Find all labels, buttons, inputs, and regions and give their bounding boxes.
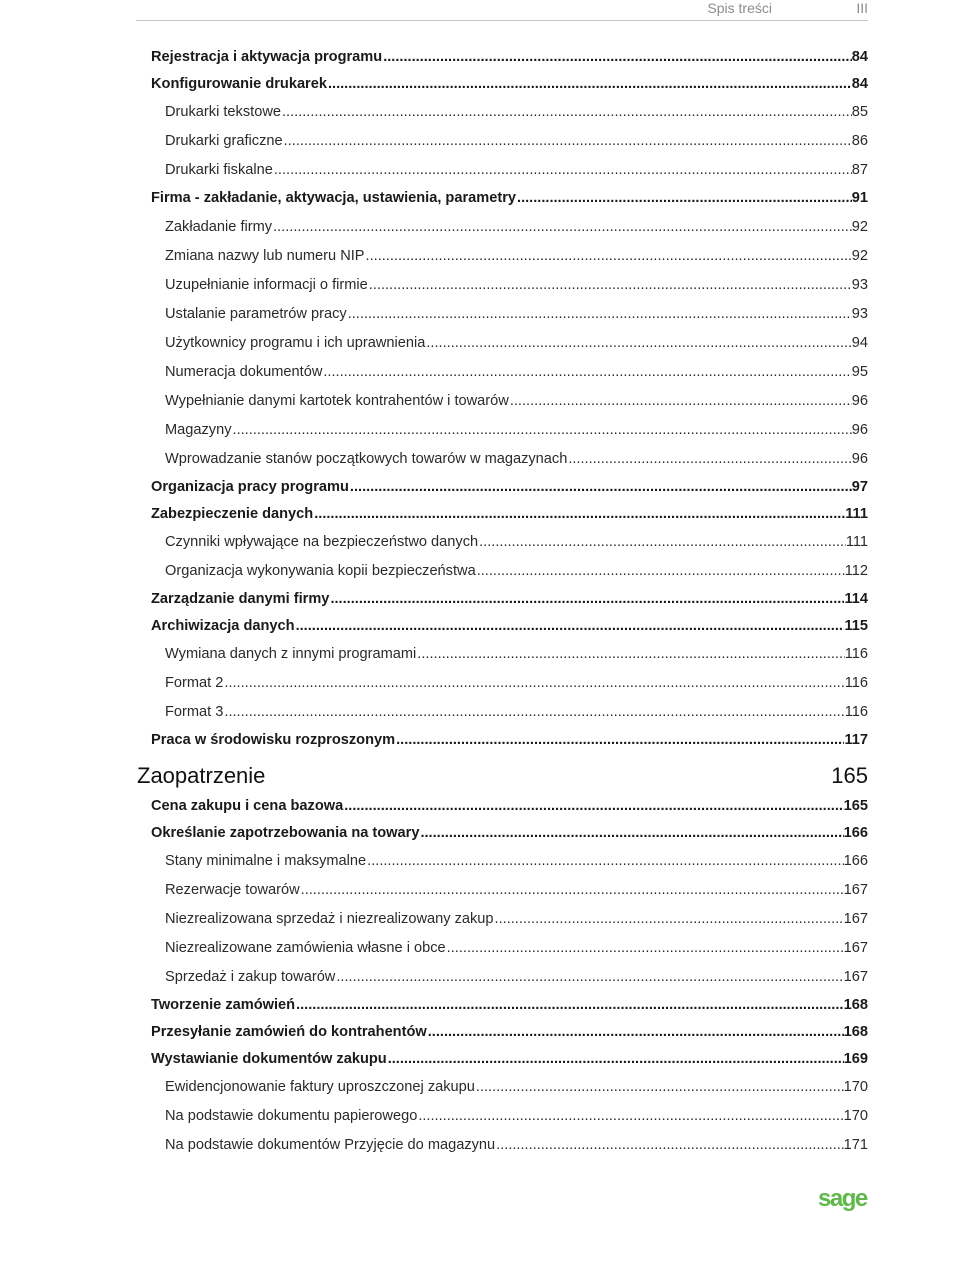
toc-entry-label: Wypełnianie danymi kartotek kontrahentów i towarów: [165, 392, 509, 409]
toc-entry-label: Ustalanie parametrów pracy: [165, 305, 347, 322]
sage-logo-text: sage: [818, 1185, 867, 1212]
toc-entry[interactable]: [151, 992, 868, 1019]
table-of-contents: [137, 44, 868, 1160]
dot-leader: [476, 1073, 844, 1102]
toc-entry-page: 168: [843, 1024, 868, 1041]
dot-leader: [344, 793, 843, 820]
toc-entry-label: Cena zakupu i cena bazowa: [151, 797, 344, 814]
toc-entry-page: 92: [851, 218, 868, 235]
dot-leader: [479, 528, 846, 557]
toc-entry[interactable]: [151, 185, 868, 212]
dot-leader: [301, 876, 844, 905]
toc-subentry[interactable]: [151, 640, 868, 669]
dot-leader: [282, 98, 852, 127]
dot-leader: [418, 1102, 843, 1131]
toc-entry-page: 84: [851, 49, 868, 65]
toc-subentry[interactable]: [151, 963, 868, 992]
dot-leader: [274, 156, 852, 185]
toc-entry[interactable]: [151, 727, 868, 754]
toc-subentry[interactable]: [151, 557, 868, 586]
toc-entry-page: 95: [851, 363, 868, 380]
toc-subentry[interactable]: [151, 98, 868, 127]
toc-entry-page: 170: [843, 1079, 868, 1096]
toc-entry-label: Archiwizacja danych: [151, 618, 295, 635]
toc-subentry[interactable]: [151, 358, 868, 387]
toc-entry-label: Niezrealizowana sprzedaż i niezrealizowany zakup: [165, 910, 494, 927]
toc-entry-label: Czynniki wpływające na bezpieczeństwo danych: [165, 533, 479, 550]
toc-entry-page: 93: [851, 305, 868, 322]
dot-leader: [296, 992, 844, 1019]
dot-leader: [369, 271, 852, 300]
toc-entry-label: Organizacja wykonywania kopii bezpieczeństwa: [165, 562, 476, 579]
dot-leader: [366, 242, 852, 271]
toc-entry-page: 169: [843, 1051, 868, 1068]
toc-entry[interactable]: [151, 613, 868, 640]
toc-entry-label: Zarządzanie danymi firmy: [151, 590, 330, 607]
toc-subentry[interactable]: [151, 876, 868, 905]
dot-leader: [348, 300, 852, 329]
dot-leader: [428, 1019, 844, 1046]
toc-entry-label: Przesyłanie zamówień do kontrahentów: [151, 1024, 427, 1041]
dot-leader: [224, 698, 844, 727]
toc-subentry[interactable]: [151, 213, 868, 242]
toc-entry-label: Zmiana nazwy lub numeru NIP: [165, 247, 365, 264]
running-header: [136, 0, 868, 21]
toc-entry-page: 167: [843, 881, 868, 898]
toc-subentry[interactable]: [151, 847, 868, 876]
toc-part-1: [151, 44, 868, 755]
dot-leader: [388, 1046, 844, 1073]
toc-entry-page: 117: [844, 732, 868, 749]
toc-entry-label: Stany minimalne i maksymalne: [165, 852, 367, 869]
dot-leader: [367, 847, 843, 876]
toc-entry-label: Konfigurowanie drukarek: [151, 76, 327, 93]
dot-leader: [396, 727, 844, 754]
toc-entry-page: 84: [851, 76, 868, 93]
toc-entry-label: Niezrealizowane zamówienia własne i obce: [165, 939, 446, 956]
toc-entry-page: 96: [851, 421, 868, 438]
dot-leader: [336, 963, 843, 992]
dot-leader: [496, 1131, 843, 1160]
toc-subentry[interactable]: [151, 698, 868, 727]
toc-entry-page: 167: [843, 968, 868, 985]
toc-subentry[interactable]: [151, 528, 868, 557]
dot-leader: [383, 44, 852, 71]
toc-subentry[interactable]: [151, 329, 868, 358]
toc-subentry[interactable]: [151, 669, 868, 698]
toc-entry-page: 166: [843, 824, 868, 841]
toc-entry-page: 167: [843, 910, 868, 927]
toc-entry-page: 112: [844, 562, 868, 579]
toc-entry-page: 116: [844, 704, 868, 721]
dot-leader: [417, 640, 844, 669]
toc-entry[interactable]: [151, 586, 868, 613]
dot-leader: [273, 213, 852, 242]
dot-leader: [330, 586, 844, 613]
toc-entry-label: Rejestracja i aktywacja programu: [151, 49, 383, 65]
toc-entry-page: 96: [851, 450, 868, 467]
toc-entry-label: Wprowadzanie stanów początkowych towarów w magazynach: [165, 450, 568, 467]
toc-subentry[interactable]: [151, 300, 868, 329]
toc-chapter-heading[interactable]: [137, 759, 868, 793]
dot-leader: [328, 71, 852, 98]
toc-subentry[interactable]: [151, 1131, 868, 1160]
toc-subentry[interactable]: [151, 445, 868, 474]
toc-entry[interactable]: [151, 474, 868, 501]
toc-entry-page: 171: [843, 1137, 868, 1154]
toc-subentry[interactable]: [151, 156, 868, 185]
header-page-number: III: [856, 0, 868, 16]
toc-entry-label: Na podstawie dokumentu papierowego: [165, 1108, 418, 1125]
chapter-page: 165: [831, 762, 868, 788]
toc-entry-label: Uzupełnianie informacji o firmie: [165, 276, 368, 293]
toc-entry-label: Firma - zakładanie, aktywacja, ustawienia, parametry: [151, 190, 517, 207]
toc-entry-page: 92: [851, 247, 868, 264]
toc-entry-label: Drukarki fiskalne: [165, 162, 273, 179]
toc-entry-page: 87: [851, 162, 868, 179]
toc-entry-page: 96: [851, 392, 868, 409]
toc-entry-label: Ewidencjonowanie faktury uproszczonej zakupu: [165, 1079, 475, 1096]
toc-entry-page: 111: [845, 505, 868, 522]
toc-subentry[interactable]: [151, 127, 868, 156]
toc-subentry[interactable]: [151, 905, 868, 934]
dot-leader: [323, 358, 851, 387]
toc-entry-label: Organizacja pracy programu: [151, 478, 349, 495]
toc-subentry[interactable]: [151, 242, 868, 271]
toc-subentry[interactable]: [151, 416, 868, 445]
dot-leader: [447, 934, 844, 963]
dot-leader: [495, 905, 844, 934]
dot-leader: [510, 387, 852, 416]
toc-entry-page: 167: [843, 939, 868, 956]
toc-entry-label: Drukarki tekstowe: [165, 104, 281, 121]
toc-entry-page: 116: [844, 675, 868, 692]
toc-entry-label: Tworzenie zamówień: [151, 996, 296, 1013]
toc-entry-label: Wystawianie dokumentów zakupu: [151, 1051, 387, 1068]
dot-leader: [314, 501, 845, 528]
toc-entry[interactable]: [151, 1019, 868, 1046]
toc-entry-page: 170: [843, 1108, 868, 1125]
toc-entry-page: 166: [843, 852, 868, 869]
toc-entry-page: 97: [851, 478, 868, 495]
toc-entry[interactable]: [151, 793, 868, 820]
dot-leader: [233, 416, 852, 445]
dot-leader: [426, 329, 851, 358]
toc-entry-label: Użytkownicy programu i ich uprawnienia: [165, 334, 426, 351]
dot-leader: [284, 127, 852, 156]
toc-entry-page: 91: [851, 190, 868, 207]
toc-subentry[interactable]: [151, 934, 868, 963]
toc-entry-page: 111: [845, 533, 868, 550]
toc-entry-label: Format 3: [165, 704, 224, 721]
toc-subentry[interactable]: [151, 1102, 868, 1131]
toc-part-2: [151, 793, 868, 1161]
toc-entry-label: Wymiana danych z innymi programami: [165, 646, 417, 663]
toc-entry-page: 93: [851, 276, 868, 293]
dot-leader: [296, 613, 845, 640]
sage-logo: [818, 1184, 870, 1216]
dot-leader: [224, 669, 844, 698]
dot-leader: [420, 820, 843, 847]
dot-leader: [477, 557, 845, 586]
toc-entry-page: 86: [851, 133, 868, 150]
chapter-title: Zaopatrzenie: [137, 762, 266, 788]
toc-entry[interactable]: [151, 820, 868, 847]
toc-entry-page: 168: [843, 996, 868, 1013]
toc-entry-label: Rezerwacje towarów: [165, 881, 300, 898]
toc-entry-label: Magazyny: [165, 421, 232, 438]
toc-entry[interactable]: [151, 1046, 868, 1073]
toc-entry-label: Numeracja dokumentów: [165, 363, 323, 380]
toc-entry-page: 116: [844, 646, 868, 663]
toc-entry-page: 85: [851, 104, 868, 121]
dot-leader: [568, 445, 851, 474]
toc-entry-label: Zabezpieczenie danych: [151, 505, 314, 522]
toc-entry-label: Na podstawie dokumentów Przyjęcie do magazynu: [165, 1137, 496, 1154]
toc-entry-label: Praca w środowisku rozproszonym: [151, 732, 396, 749]
toc-entry[interactable]: [151, 44, 868, 71]
toc-entry-label: Zakładanie firmy: [165, 218, 273, 235]
dot-leader: [350, 474, 852, 501]
toc-subentry[interactable]: [151, 1073, 868, 1102]
toc-entry[interactable]: [151, 501, 868, 528]
toc-entry-label: Drukarki graficzne: [165, 133, 283, 150]
toc-entry-page: 115: [844, 618, 868, 635]
toc-entry-page: 114: [844, 590, 868, 607]
toc-subentry[interactable]: [151, 271, 868, 300]
toc-entry-page: 94: [851, 334, 868, 351]
dot-leader: [517, 185, 852, 212]
toc-entry-label: Format 2: [165, 675, 224, 692]
toc-entry[interactable]: [151, 71, 868, 98]
toc-subentry[interactable]: [151, 387, 868, 416]
toc-entry-label: Określanie zapotrzebowania na towary: [151, 824, 420, 841]
header-section-title: Spis treści: [707, 0, 772, 16]
toc-entry-page: 165: [843, 797, 868, 814]
toc-entry-label: Sprzedaż i zakup towarów: [165, 968, 336, 985]
